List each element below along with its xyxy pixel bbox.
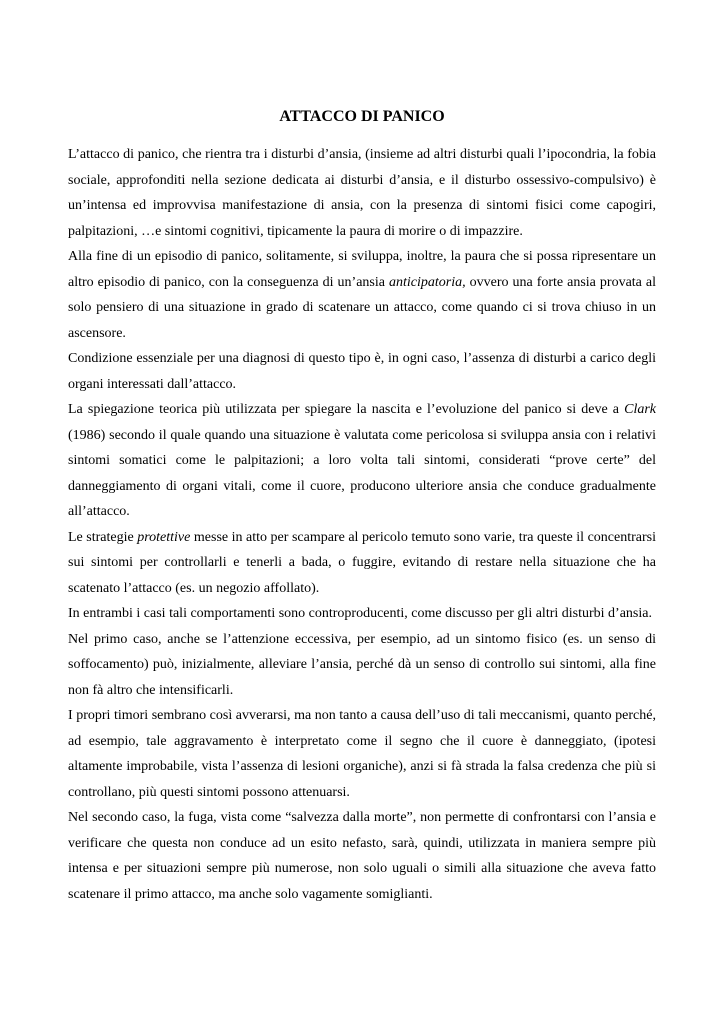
italic-term: protettive [137,529,191,545]
italic-term: anticipatoria, [388,274,466,290]
paragraph-1 [68,142,656,244]
paragraph-text: La spiegazione teorica più utilizzata per spiegare la nascita e l’evoluzione del panico si deve a [68,402,625,417]
page-title: ATTACCO DI PANICO [279,108,445,125]
paragraph-text: I propri timori sembrano così avverarsi, ma non tanto a causa dell’uso di tali meccanismi, quanto perché, ad esempio, tale aggravamento è interpretato come il segno che il cuore è danneggiato, (ipotesi altamente improbabile, vista l’assenza di lesioni organiche), anzi si fà strada la falsa credenza che più si controllano, più questi sintomi possono attenuarsi. [68,708,656,800]
paragraph-text: Nel secondo caso, la fuga, vista come “salvezza dalla morte”, non permette di confrontarsi con l’ansia e verificare che questa non conduce ad un esito nefasto, sarà, quindi, utilizzata in maniera sempre più intensa e per situazioni sempre più numerose, non solo uguali o simili alla situazione che aveva fatto scatenare il primo attacco, ma anche solo vagamente somiglianti. [68,810,656,902]
paragraph-7 [68,627,656,704]
italic-term: Clark [624,402,656,417]
paragraph-text: (1986) secondo il quale quando una situazione è valutata come pericolosa si sviluppa ansia con i relativi sintomi somatici come le palpitazioni; a loro volta tali sintomi, considerati “prove certe” del danneggiamento di organi vitali, come il cuore, producono ulteriore ansia che conduce gradualmente all’attacco. [68,427,656,519]
paragraph-text: ovvero una forte ansia provata al solo pensiero di una situazione in grado di scatenare un attacco, come quando ci si trova chiuso in un ascensore. [68,274,656,341]
document-page [68,104,656,907]
paragraph-5 [68,525,656,602]
paragraph-text: L’attacco di panico, che rientra tra i disturbi d’ansia, (insieme ad altri disturbi quali l’ipocondria, la fobia sociale, approfonditi nella sezione dedicata ai disturbi d’ansia, e il disturbo ossessivo-compulsivo) è un’intensa ed improvvisa manifestazione di ansia, con la presenza di sintomi fisici come capogiri, palpitazioni, …e sintomi cognitivi, tipicamente la paura di morire o di impazzire. [68,147,656,239]
paragraph-2 [68,244,656,346]
paragraph-text: Nel primo caso, anche se l’attenzione eccessiva, per esempio, ad un sintomo fisico (es. un senso di soffocamento) può, inizialmente, alleviare l’ansia, perché dà un senso di controllo sui sintomi, alla fine non fà altro che intensificarli. [68,631,656,698]
paragraph-8 [68,703,656,805]
paragraph-text: In entrambi i casi tali comportamenti sono controproducenti, come discusso per gli altri disturbi d’ansia. [68,606,652,621]
paragraph-9 [68,805,656,907]
paragraph-3 [68,346,656,397]
paragraph-4 [68,397,656,525]
paragraph-text: messe in atto per scampare al pericolo temuto sono varie, tra queste il concentrarsi sui sintomi per controllarli e tenerli a bada, o fuggire, evitando di restare nella situazione che ha scatenato l’attacco (es. un negozio affollato). [68,529,656,596]
paragraph-6 [68,601,656,627]
paragraph-text: Condizione essenziale per una diagnosi di questo tipo è, in ogni caso, l’assenza di disturbi a carico degli organi interessati dall’attacco. [68,351,656,392]
paragraph-text: Le strategie [68,529,138,545]
paragraph-text: Alla fine di un episodio di panico, solitamente, si sviluppa, inoltre, la paura che si possa ripresentare un altro episodio di panico, con la conseguenza di un’ansia [68,249,656,290]
